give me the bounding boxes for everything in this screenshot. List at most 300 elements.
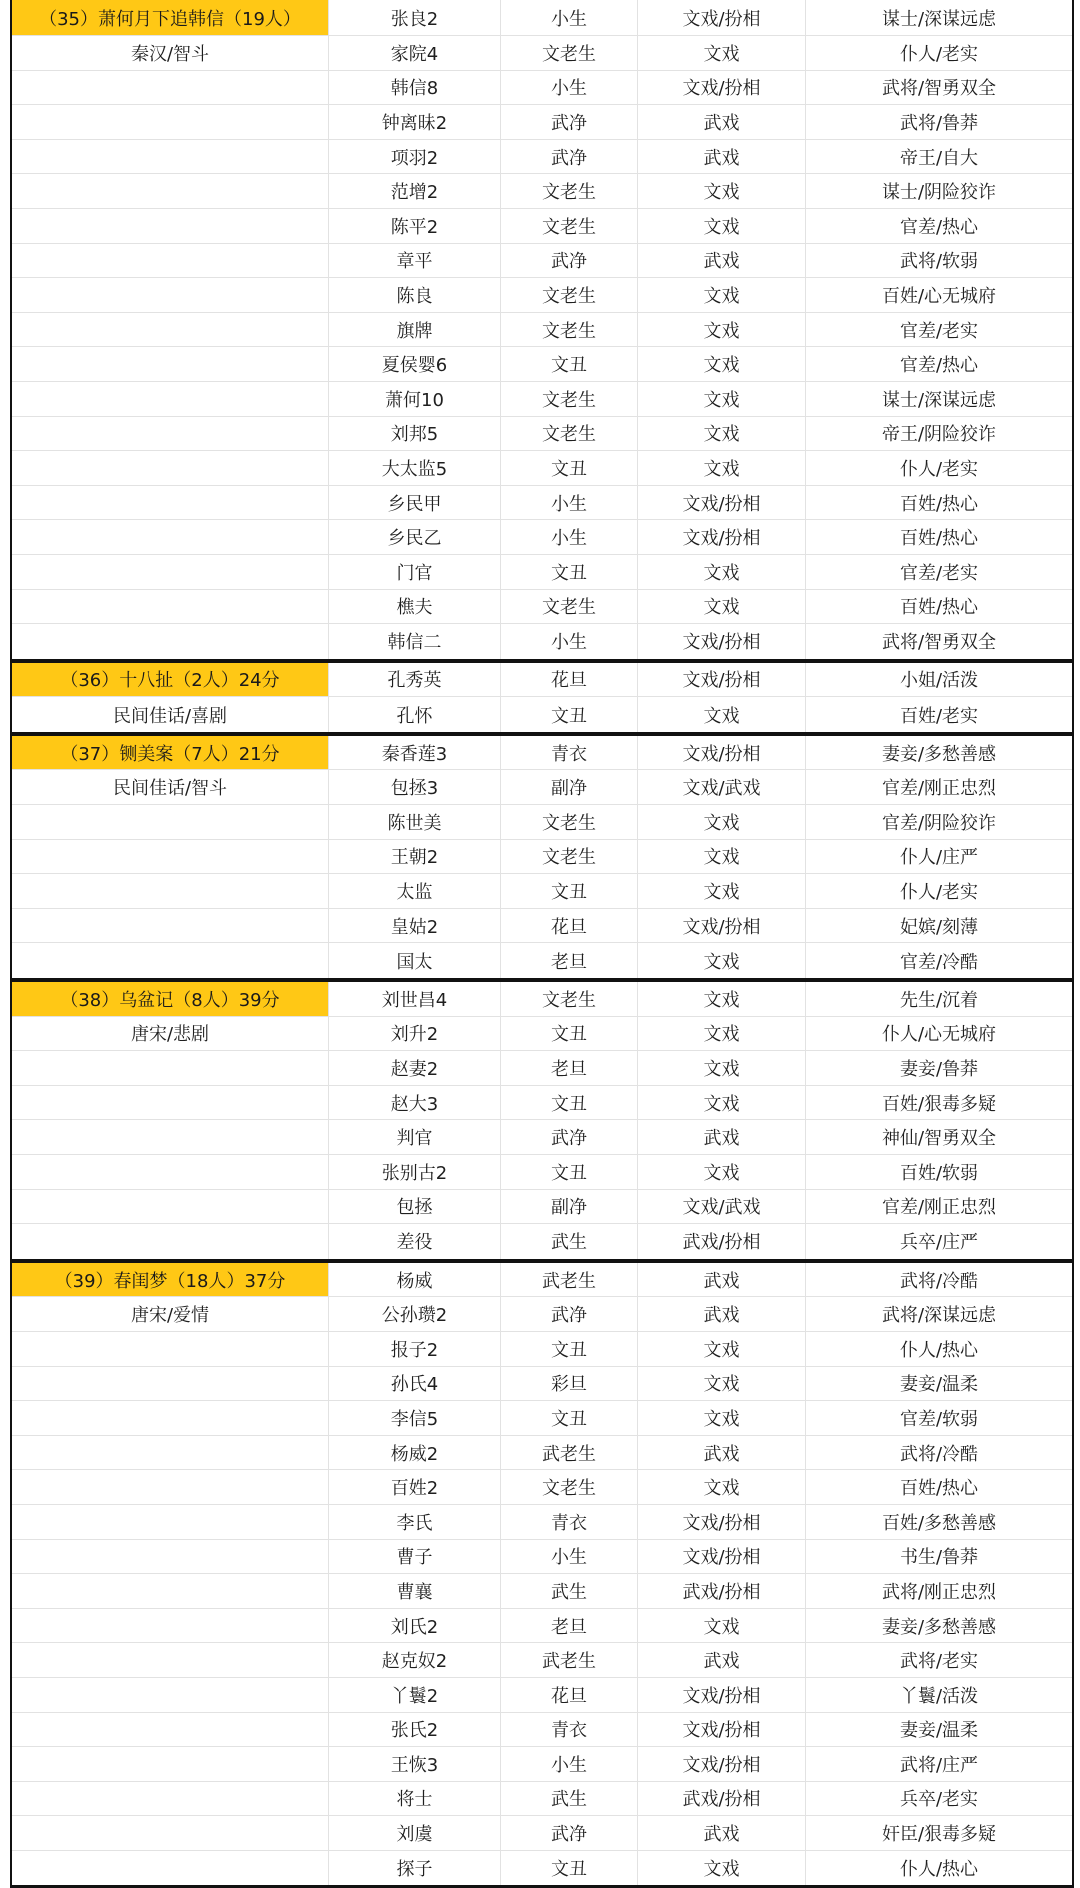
role-type-cell: 文丑 [501, 555, 638, 589]
role-type-cell: 文老生 [501, 36, 638, 70]
identity-trait-cell: 妃嫔/刻薄 [899, 916, 979, 938]
play-category: 民间佳话/智斗 [12, 770, 329, 804]
role-name-cell: 丫鬟2 [329, 1678, 501, 1712]
role-type-cell: 文老生 [501, 313, 638, 347]
performance-type-cell: 文戏 [638, 313, 806, 347]
identity-trait-cell: 官差/老实 [899, 562, 979, 584]
identity-trait-cell: 武将/庄严 [899, 1754, 979, 1776]
empty-cell [12, 1086, 329, 1120]
performance-type-cell: 文戏/扮相 [638, 663, 806, 697]
empty-cell [12, 209, 329, 243]
identity-trait-cell: 仆人/热心 [899, 1859, 979, 1881]
table-row [12, 874, 1072, 909]
identity-trait-cell: 武将/深谋远虑 [881, 1305, 997, 1327]
role-type-cell: 文老生 [501, 805, 638, 839]
role-name-cell: 张良2 [329, 0, 501, 35]
empty-cell [12, 451, 329, 485]
empty-cell [12, 909, 329, 943]
role-name-cell: 孙氏4 [329, 1367, 501, 1401]
empty-cell [12, 1367, 329, 1401]
identity-trait-cell: 先生/沉着 [899, 989, 979, 1011]
identity-trait-cell: 武将/刚正忠烈 [881, 1581, 997, 1603]
role-type-cell: 武净 [501, 244, 638, 278]
role-name-cell: 孔秀英 [329, 663, 501, 697]
play-title: （39）春闺梦（18人）37分 [12, 1263, 329, 1297]
table-row [12, 1436, 1072, 1471]
role-name-cell: 报子2 [329, 1332, 501, 1366]
table-row [12, 105, 1072, 140]
role-type-cell: 武生 [501, 1224, 638, 1259]
performance-type-cell: 文戏/扮相 [638, 1678, 806, 1712]
role-name-cell: 孔怀 [329, 697, 501, 732]
role-type-cell: 文丑 [501, 1851, 638, 1886]
empty-cell [12, 1574, 329, 1608]
role-type-cell: 文老生 [501, 174, 638, 208]
table-row [12, 36, 1072, 71]
table-row [12, 1678, 1072, 1713]
role-type-cell: 武净 [501, 1297, 638, 1331]
identity-trait-cell: 官差/热心 [899, 216, 979, 238]
performance-type-cell: 文戏/扮相 [638, 486, 806, 520]
performance-type-cell: 文戏 [638, 1332, 806, 1366]
performance-type-cell: 武戏 [638, 244, 806, 278]
role-name-cell: 刘虞 [329, 1816, 501, 1850]
performance-type-cell: 文戏/扮相 [638, 736, 806, 770]
role-name-cell: 旗牌 [329, 313, 501, 347]
empty-cell [12, 1051, 329, 1085]
table-row [12, 943, 1072, 978]
performance-type-cell: 文戏 [638, 1155, 806, 1189]
performance-type-cell: 文戏/扮相 [638, 1505, 806, 1539]
role-type-cell: 文老生 [501, 382, 638, 416]
identity-trait-cell: 妻妾/多愁善感 [881, 1616, 997, 1638]
performance-type-cell: 文戏/扮相 [638, 1747, 806, 1781]
table-row [12, 1297, 1072, 1332]
identity-trait-cell: 百姓/热心 [899, 1478, 979, 1500]
empty-cell [12, 1816, 329, 1850]
identity-trait-cell: 百姓/热心 [899, 493, 979, 515]
empty-cell [12, 1332, 329, 1366]
empty-cell [12, 943, 329, 978]
role-type-cell: 彩旦 [501, 1367, 638, 1401]
identity-trait-cell: 仆人/热心 [899, 1339, 979, 1361]
role-type-cell: 老旦 [501, 1051, 638, 1085]
role-name-cell: 公孙瓒2 [329, 1297, 501, 1331]
role-type-cell: 文丑 [501, 1401, 638, 1435]
identity-trait-cell: 百姓/热心 [899, 597, 979, 619]
empty-cell [12, 1190, 329, 1224]
table-row [12, 278, 1072, 313]
identity-trait-cell: 百姓/热心 [899, 528, 979, 550]
empty-cell [12, 1540, 329, 1574]
table-row [12, 244, 1072, 279]
performance-type-cell: 文戏 [638, 1470, 806, 1504]
performance-type-cell: 文戏/武戏 [638, 770, 806, 804]
play-title: （38）乌盆记（8人）39分 [12, 982, 329, 1016]
role-name-cell: 赵克奴2 [329, 1643, 501, 1677]
role-type-cell: 小生 [501, 1540, 638, 1574]
role-name-cell: 张氏2 [329, 1713, 501, 1747]
role-name-cell: 王朝2 [329, 840, 501, 874]
performance-type-cell: 文戏 [638, 840, 806, 874]
identity-trait-cell: 兵卒/庄严 [899, 1232, 979, 1254]
empty-cell [12, 1713, 329, 1747]
role-type-cell: 文丑 [501, 1086, 638, 1120]
table-row [12, 1051, 1072, 1086]
role-name-cell: 李氏 [329, 1505, 501, 1539]
empty-cell [12, 313, 329, 347]
role-name-cell: 章平 [329, 244, 501, 278]
empty-cell [12, 1505, 329, 1539]
play-title: （37）铡美案（7人）21分 [12, 736, 329, 770]
role-type-cell: 文老生 [501, 840, 638, 874]
table-row [12, 382, 1072, 417]
empty-cell [12, 347, 329, 381]
identity-trait-cell: 武将/鲁莽 [899, 112, 979, 134]
role-type-cell: 武净 [501, 1120, 638, 1154]
role-name-cell: 判官 [329, 1120, 501, 1154]
role-name-cell: 项羽2 [329, 140, 501, 174]
play-group [12, 982, 1072, 1263]
role-name-cell: 张别古2 [329, 1155, 501, 1189]
performance-type-cell: 武戏 [638, 1263, 806, 1297]
identity-trait-cell: 武将/冷酷 [899, 1443, 979, 1465]
table-row [12, 1713, 1072, 1748]
empty-cell [12, 1782, 329, 1816]
role-type-cell: 文老生 [501, 209, 638, 243]
role-name-cell: 秦香莲3 [329, 736, 501, 770]
table-row [12, 1401, 1072, 1436]
role-name-cell: 杨威 [329, 1263, 501, 1297]
empty-cell [12, 244, 329, 278]
role-name-cell: 范增2 [329, 174, 501, 208]
table-row [12, 1332, 1072, 1367]
empty-cell [12, 624, 329, 659]
performance-type-cell: 文戏 [638, 451, 806, 485]
empty-cell [12, 1851, 329, 1886]
identity-trait-cell: 武将/老实 [899, 1651, 979, 1673]
identity-trait-cell: 武将/智勇双全 [881, 632, 997, 654]
play-category: 秦汉/智斗 [12, 36, 329, 70]
identity-trait-cell: 帝王/阴险狡诈 [881, 424, 997, 446]
role-name-cell: 皇姑2 [329, 909, 501, 943]
role-name-cell: 包拯 [329, 1190, 501, 1224]
role-name-cell: 曹子 [329, 1540, 501, 1574]
table-row [12, 736, 1072, 771]
role-type-cell: 小生 [501, 71, 638, 105]
role-name-cell: 钟离昧2 [329, 105, 501, 139]
role-type-cell: 花旦 [501, 1678, 638, 1712]
empty-cell [12, 1643, 329, 1677]
role-name-cell: 刘氏2 [329, 1609, 501, 1643]
role-name-cell: 李信5 [329, 1401, 501, 1435]
table-row [12, 1120, 1072, 1155]
role-type-cell: 文丑 [501, 697, 638, 732]
performance-type-cell: 文戏 [638, 174, 806, 208]
role-type-cell: 小生 [501, 624, 638, 659]
role-type-cell: 文老生 [501, 982, 638, 1016]
table-row [12, 982, 1072, 1017]
role-type-cell: 武老生 [501, 1436, 638, 1470]
identity-trait-cell: 兵卒/老实 [899, 1789, 979, 1811]
table-row [12, 555, 1072, 590]
empty-cell [12, 417, 329, 451]
empty-cell [12, 1747, 329, 1781]
identity-trait-cell: 仆人/老实 [899, 882, 979, 904]
performance-type-cell: 文戏/武戏 [638, 1190, 806, 1224]
table-row [12, 1367, 1072, 1402]
identity-trait-cell: 官差/软弱 [899, 1408, 979, 1430]
role-type-cell: 文丑 [501, 347, 638, 381]
identity-trait-cell: 谋士/深谋远虑 [881, 389, 997, 411]
performance-type-cell: 文戏 [638, 805, 806, 839]
table-row [12, 1816, 1072, 1851]
empty-cell [12, 1609, 329, 1643]
role-name-cell: 杨威2 [329, 1436, 501, 1470]
table-row [12, 1263, 1072, 1298]
role-name-cell: 差役 [329, 1224, 501, 1259]
role-type-cell: 副净 [501, 770, 638, 804]
empty-cell [12, 105, 329, 139]
identity-trait-cell: 百姓/多愁善感 [881, 1512, 997, 1534]
role-name-cell: 太监 [329, 874, 501, 908]
table-row [12, 1782, 1072, 1817]
role-name-cell: 包拯3 [329, 770, 501, 804]
identity-trait-cell: 百姓/狠毒多疑 [881, 1093, 997, 1115]
role-name-cell: 家院4 [329, 36, 501, 70]
table-row [12, 209, 1072, 244]
empty-cell [12, 1120, 329, 1154]
empty-cell [12, 140, 329, 174]
performance-type-cell: 文戏 [638, 555, 806, 589]
role-name-cell: 乡民乙 [329, 520, 501, 554]
role-name-cell: 刘邦5 [329, 417, 501, 451]
role-name-cell: 樵夫 [329, 590, 501, 624]
performance-type-cell: 文戏/扮相 [638, 909, 806, 943]
role-name-cell: 韩信8 [329, 71, 501, 105]
identity-trait-cell: 书生/鲁莽 [899, 1547, 979, 1569]
empty-cell [12, 1224, 329, 1259]
table-row [12, 1609, 1072, 1644]
table-row [12, 1470, 1072, 1505]
role-type-cell: 文老生 [501, 1470, 638, 1504]
performance-type-cell: 武戏 [638, 1643, 806, 1677]
identity-trait-cell: 仆人/庄严 [899, 847, 979, 869]
play-group [12, 736, 1072, 982]
performance-type-cell: 文戏 [638, 347, 806, 381]
table-row [12, 805, 1072, 840]
opera-roles-table [10, 0, 1074, 1888]
performance-type-cell: 文戏 [638, 697, 806, 732]
role-type-cell: 青衣 [501, 1505, 638, 1539]
identity-trait-cell: 官差/老实 [899, 320, 979, 342]
table-row [12, 840, 1072, 875]
role-type-cell: 花旦 [501, 663, 638, 697]
role-type-cell: 小生 [501, 1747, 638, 1781]
identity-trait-cell: 谋士/深谋远虑 [881, 8, 997, 30]
role-type-cell: 武生 [501, 1782, 638, 1816]
table-row [12, 697, 1072, 732]
table-row [12, 1540, 1072, 1575]
table-row [12, 486, 1072, 521]
identity-trait-cell: 百姓/老实 [899, 705, 979, 727]
table-row [12, 174, 1072, 209]
table-row [12, 909, 1072, 944]
role-name-cell: 探子 [329, 1851, 501, 1886]
play-group [12, 1263, 1072, 1888]
performance-type-cell: 文戏 [638, 1851, 806, 1886]
identity-trait-cell: 仆人/心无城府 [881, 1024, 997, 1046]
role-name-cell: 王恢3 [329, 1747, 501, 1781]
table-row [12, 313, 1072, 348]
identity-trait-cell: 官差/刚正忠烈 [881, 778, 997, 800]
role-name-cell: 韩信二 [329, 624, 501, 659]
performance-type-cell: 文戏 [638, 1017, 806, 1051]
identity-trait-cell: 百姓/软弱 [899, 1162, 979, 1184]
role-name-cell: 萧何10 [329, 382, 501, 416]
identity-trait-cell: 官差/刚正忠烈 [881, 1197, 997, 1219]
performance-type-cell: 文戏 [638, 209, 806, 243]
role-name-cell: 百姓2 [329, 1470, 501, 1504]
table-row [12, 417, 1072, 452]
table-row [12, 451, 1072, 486]
role-type-cell: 武净 [501, 1816, 638, 1850]
performance-type-cell: 文戏/扮相 [638, 1540, 806, 1574]
play-category: 民间佳话/喜剧 [12, 697, 329, 732]
empty-cell [12, 805, 329, 839]
role-name-cell: 陈世美 [329, 805, 501, 839]
table-row [12, 1851, 1072, 1886]
performance-type-cell: 文戏 [638, 382, 806, 416]
identity-trait-cell: 奸臣/狠毒多疑 [881, 1824, 997, 1846]
performance-type-cell: 文戏/扮相 [638, 520, 806, 554]
role-type-cell: 文丑 [501, 1332, 638, 1366]
table-row [12, 770, 1072, 805]
role-type-cell: 小生 [501, 486, 638, 520]
role-type-cell: 文老生 [501, 590, 638, 624]
table-row [12, 1747, 1072, 1782]
identity-trait-cell: 官差/热心 [899, 355, 979, 377]
empty-cell [12, 382, 329, 416]
table-row [12, 1017, 1072, 1052]
role-name-cell: 陈良 [329, 278, 501, 312]
performance-type-cell: 文戏 [638, 590, 806, 624]
performance-type-cell: 文戏 [638, 278, 806, 312]
identity-trait-cell: 仆人/老实 [899, 458, 979, 480]
table-row [12, 71, 1072, 106]
table-row [12, 1224, 1072, 1259]
table-row [12, 1086, 1072, 1121]
performance-type-cell: 文戏 [638, 982, 806, 1016]
empty-cell [12, 840, 329, 874]
table-row [12, 1643, 1072, 1678]
role-type-cell: 武净 [501, 140, 638, 174]
role-type-cell: 武老生 [501, 1263, 638, 1297]
performance-type-cell: 文戏/扮相 [638, 71, 806, 105]
identity-trait-cell: 百姓/心无城府 [881, 285, 997, 307]
empty-cell [12, 1678, 329, 1712]
performance-type-cell: 文戏/扮相 [638, 0, 806, 35]
role-type-cell: 文丑 [501, 451, 638, 485]
role-type-cell: 文老生 [501, 278, 638, 312]
performance-type-cell: 文戏 [638, 1401, 806, 1435]
table-row [12, 590, 1072, 625]
identity-trait-cell: 妻妾/温柔 [899, 1374, 979, 1396]
performance-type-cell: 武戏 [638, 1816, 806, 1850]
play-group [12, 663, 1072, 736]
performance-type-cell: 文戏 [638, 1609, 806, 1643]
identity-trait-cell: 官差/冷酷 [899, 951, 979, 973]
play-category: 唐宋/爱情 [12, 1297, 329, 1331]
identity-trait-cell: 丫鬟/活泼 [899, 1685, 979, 1707]
empty-cell [12, 1155, 329, 1189]
performance-type-cell: 武戏/扮相 [638, 1224, 806, 1259]
performance-type-cell: 武戏 [638, 105, 806, 139]
role-name-cell: 夏侯婴6 [329, 347, 501, 381]
table-row [12, 347, 1072, 382]
empty-cell [12, 486, 329, 520]
role-name-cell: 赵大3 [329, 1086, 501, 1120]
performance-type-cell: 文戏 [638, 417, 806, 451]
role-type-cell: 青衣 [501, 1713, 638, 1747]
performance-type-cell: 文戏/扮相 [638, 624, 806, 659]
role-type-cell: 花旦 [501, 909, 638, 943]
performance-type-cell: 文戏 [638, 1367, 806, 1401]
role-type-cell: 文丑 [501, 874, 638, 908]
performance-type-cell: 武戏 [638, 1120, 806, 1154]
role-name-cell: 陈平2 [329, 209, 501, 243]
identity-trait-cell: 妻妾/温柔 [899, 1720, 979, 1742]
empty-cell [12, 555, 329, 589]
identity-trait-cell: 武将/冷酷 [899, 1270, 979, 1292]
performance-type-cell: 武戏 [638, 1297, 806, 1331]
identity-trait-cell: 妻妾/多愁善感 [881, 743, 997, 765]
role-name-cell: 乡民甲 [329, 486, 501, 520]
empty-cell [12, 1470, 329, 1504]
empty-cell [12, 520, 329, 554]
empty-cell [12, 1436, 329, 1470]
performance-type-cell: 文戏 [638, 1051, 806, 1085]
identity-trait-cell: 仆人/老实 [899, 43, 979, 65]
identity-trait-cell: 武将/智勇双全 [881, 78, 997, 100]
role-type-cell: 老旦 [501, 943, 638, 978]
performance-type-cell: 武戏/扮相 [638, 1574, 806, 1608]
role-name-cell: 大太监5 [329, 451, 501, 485]
role-type-cell: 小生 [501, 0, 638, 35]
performance-type-cell: 文戏 [638, 943, 806, 978]
identity-trait-cell: 妻妾/鲁莽 [899, 1059, 979, 1081]
table-row [12, 1155, 1072, 1190]
table-row [12, 1190, 1072, 1225]
identity-trait-cell: 武将/软弱 [899, 251, 979, 273]
table-row [12, 663, 1072, 698]
table-row [12, 1505, 1072, 1540]
identity-trait-cell: 帝王/自大 [899, 147, 979, 169]
empty-cell [12, 874, 329, 908]
role-type-cell: 武生 [501, 1574, 638, 1608]
identity-trait-cell: 谋士/阴险狡诈 [881, 182, 997, 204]
role-type-cell: 武老生 [501, 1643, 638, 1677]
role-type-cell: 文丑 [501, 1155, 638, 1189]
role-type-cell: 老旦 [501, 1609, 638, 1643]
role-name-cell: 将士 [329, 1782, 501, 1816]
role-type-cell: 文丑 [501, 1017, 638, 1051]
role-name-cell: 国太 [329, 943, 501, 978]
empty-cell [12, 71, 329, 105]
play-category: 唐宋/悲剧 [12, 1017, 329, 1051]
role-name-cell: 门官 [329, 555, 501, 589]
table-row [12, 0, 1072, 36]
